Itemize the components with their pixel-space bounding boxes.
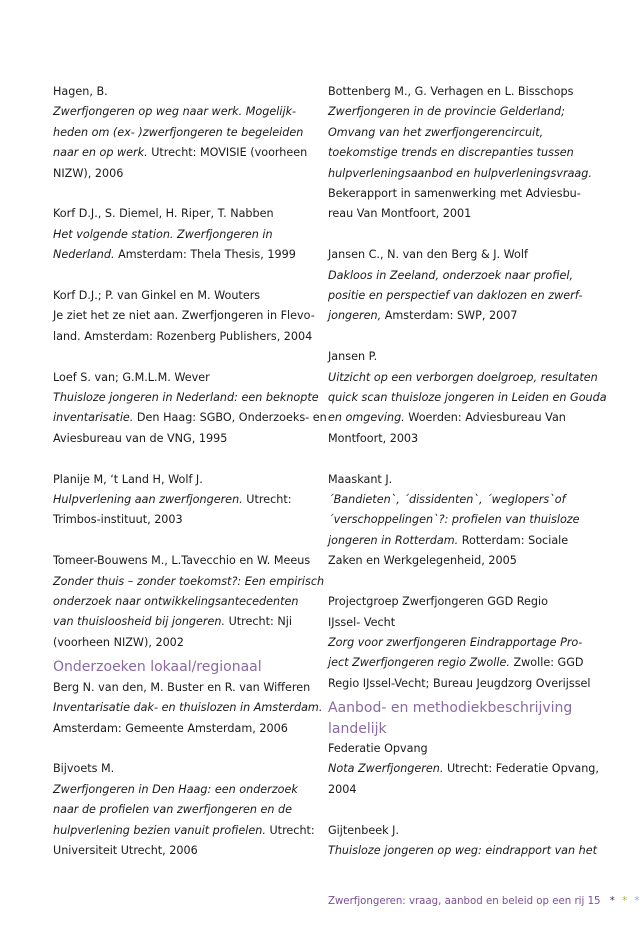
reference-publisher-text: Universiteit Utrecht, 2006 xyxy=(53,843,198,857)
reference-publisher-text: Zaken en Werkgelegenheid, 2005 xyxy=(328,554,517,568)
reference-line xyxy=(53,327,315,347)
reference-author: Berg N. van den, M. Buster en R. van Wifferen xyxy=(53,680,311,694)
reference-line xyxy=(328,841,596,861)
reference-line xyxy=(328,368,596,388)
reference-line xyxy=(53,490,315,510)
reference-publisher-text: Amsterdam: Thela Thesis, 1999 xyxy=(114,248,296,262)
reference-publisher-text: Den Haag: SGBO, Onderzoeks- en xyxy=(133,411,327,425)
reference-entry xyxy=(53,678,323,739)
reference-title-text: Zorg voor zwerfjongeren Eindrapportage Pro- xyxy=(328,635,583,649)
reference-publisher-text: Amsterdam: SWP, 2007 xyxy=(381,309,518,323)
star-icon: * xyxy=(609,896,617,907)
reference-publisher-text: Je ziet het ze niet aan. Zwerfjongeren in Flevo- xyxy=(53,309,315,323)
reference-title-text: Zwerfjongeren in Den Haag: een onderzoek xyxy=(53,782,298,796)
footer-title: Zwerfjongeren: vraag, aanbod en beleid op een rij xyxy=(328,896,585,907)
section-heading-line: Aanbod- en methodiekbeschrijving xyxy=(328,700,573,717)
footer-stars xyxy=(610,896,642,907)
reference-title-text: Inventarisatie dak- en thuislozen in Amsterdam. xyxy=(53,701,323,715)
reference-line xyxy=(53,592,315,612)
reference-line xyxy=(328,551,596,571)
reference-author: Projectgroep Zwerfjongeren GGD Regio xyxy=(328,595,548,609)
reference-line xyxy=(328,780,596,800)
right-column xyxy=(328,82,607,861)
reference-publisher-text: Amsterdam: Gemeente Amsterdam, 2006 xyxy=(53,721,288,735)
reference-publisher-text: Bekerapport in samenwerking met Adviesbu- xyxy=(328,187,581,201)
reference-title-text: Het volgende station. Zwerfjongeren in xyxy=(53,227,273,241)
section-heading-line: Onderzoeken lokaal/regionaal xyxy=(53,659,262,676)
reference-author: Korf D.J.; P. van Ginkel en M. Wouters xyxy=(53,289,261,303)
reference-line xyxy=(328,653,596,673)
reference-title-text: Thuisloze jongeren op weg: eindrapport van het xyxy=(328,843,598,857)
reference-line xyxy=(328,388,607,408)
reference-line xyxy=(53,429,315,449)
reference-entry xyxy=(328,82,596,225)
star-icon: * xyxy=(622,896,630,907)
reference-title-text: onderzoek naar ontwikkelingsantecedenten xyxy=(53,595,299,609)
reference-title-text: hulpverleningsaanbod en hulpverleningsvraag. xyxy=(328,166,592,180)
reference-publisher-text: Utrecht: xyxy=(265,823,315,837)
reference-title-text: quick scan thuisloze jongeren in Leiden en Gouda xyxy=(328,391,607,405)
reference-author: Planije M, ‘t Land H, Wolf J. xyxy=(53,472,203,486)
reference-publisher-text: Utrecht: Federatie Opvang, xyxy=(443,762,599,776)
reference-title-text: toekomstige trends en discrepanties tussen xyxy=(328,146,574,160)
reference-publisher-text: IJssel- Vecht xyxy=(328,615,396,629)
reference-title-text: ject Zwerfjongeren regio Zwolle. xyxy=(328,656,510,670)
reference-author: Gijtenbeek J. xyxy=(328,823,400,837)
reference-line xyxy=(328,143,596,163)
reference-title-text: Thuisloze jongeren in Nederland: een beknopte xyxy=(53,391,319,405)
reference-line xyxy=(53,388,319,408)
reference-title-text: en omgeving. xyxy=(328,411,405,425)
reference-title-text: Zonder thuis – zonder toekomst?: Een empirisch xyxy=(53,574,325,588)
reference-line xyxy=(53,841,315,861)
reference-line xyxy=(53,780,315,800)
page-footer xyxy=(328,896,642,907)
reference-entry xyxy=(53,551,325,653)
reference-entry xyxy=(328,245,596,327)
reference-line xyxy=(328,674,596,694)
reference-author: Bijvoets M. xyxy=(53,762,115,776)
reference-line xyxy=(328,184,596,204)
reference-line xyxy=(53,821,315,841)
reference-author: Loef S. van; G.M.L.M. Wever xyxy=(53,370,210,384)
reference-line xyxy=(53,612,315,632)
section-heading xyxy=(328,698,596,739)
reference-entry xyxy=(328,739,599,800)
reference-author: Tomeer-Bouwens M., L.Tavecchio en W. Meeus xyxy=(53,554,311,568)
reference-line xyxy=(53,102,315,122)
reference-line xyxy=(53,719,315,739)
reference-line xyxy=(328,490,596,510)
reference-entry xyxy=(328,821,596,862)
reference-publisher-text: (voorheen NIZW), 2002 xyxy=(53,635,184,649)
reference-title-text: hulpverlening bezien vanuit profielen. xyxy=(53,823,266,837)
page-number: 15 xyxy=(587,896,601,907)
reference-line xyxy=(53,698,323,718)
reference-line xyxy=(53,143,315,163)
reference-author: Jansen C., N. van den Berg & J. Wolf xyxy=(328,248,528,262)
reference-title-text: Hulpverlening aan zwerfjongeren. xyxy=(53,493,243,507)
reference-title-text: naar de profielen van zwerfjongeren en de xyxy=(53,803,293,817)
reference-line xyxy=(53,408,327,428)
reference-line xyxy=(328,102,596,122)
reference-title-text: Zwerfjongeren in de provincie Gelderland; xyxy=(328,105,565,119)
reference-publisher-text: Rotterdam: Sociale xyxy=(458,533,569,547)
reference-line xyxy=(328,613,596,633)
reference-publisher-text: land. Amsterdam: Rozenberg Publishers, 2004 xyxy=(53,329,313,343)
reference-publisher-text: Aviesbureau van de VNG, 1995 xyxy=(53,431,228,445)
reference-author: Bottenberg M., G. Verhagen en L. Bisschops xyxy=(328,85,574,98)
reference-publisher-text: Regio IJssel-Vecht; Bureau Jeugdzorg Overijssel xyxy=(328,676,591,690)
reference-line xyxy=(53,633,315,653)
reference-title-text: naar en op werk. xyxy=(53,146,148,160)
reference-title-text: Nota Zwerfjongeren. xyxy=(328,762,444,776)
reference-line xyxy=(328,633,596,653)
reference-line xyxy=(53,306,315,326)
reference-author: Korf D.J., S. Diemel, H. Riper, T. Nabben xyxy=(53,207,274,221)
reference-line xyxy=(328,510,596,530)
reference-entry xyxy=(53,204,315,265)
reference-line xyxy=(53,800,315,820)
star-icon: * xyxy=(634,896,642,907)
reference-author: Jansen P. xyxy=(328,350,378,364)
reference-publisher-text: reau Van Montfoort, 2001 xyxy=(328,207,472,221)
left-column xyxy=(53,82,327,861)
reference-line xyxy=(328,266,596,286)
reference-title-text: ´verschoppelingen`?: profielen van thuisloze xyxy=(328,513,580,527)
reference-line xyxy=(53,164,315,184)
reference-line xyxy=(53,123,315,143)
reference-line xyxy=(328,306,596,326)
reference-publisher-text: Woerden: Adviesbureau Van xyxy=(404,411,566,425)
reference-author: Federatie Opvang xyxy=(328,741,428,755)
reference-entry xyxy=(328,347,607,449)
reference-entry xyxy=(53,368,327,450)
reference-publisher-text: 2004 xyxy=(328,782,357,796)
reference-line xyxy=(328,164,596,184)
reference-title-text: Omvang van het zwerfjongerencircuit, xyxy=(328,125,544,139)
reference-entry xyxy=(53,82,315,184)
reference-line xyxy=(53,510,315,530)
reference-publisher-text: Montfoort, 2003 xyxy=(328,431,419,445)
reference-line xyxy=(53,572,325,592)
reference-title-text: Zwerfjongeren op weg naar werk. Mogelijk- xyxy=(53,105,297,119)
reference-publisher-text: NIZW), 2006 xyxy=(53,166,124,180)
reference-title-text: positie en perspectief van daklozen en zwerf- xyxy=(328,289,583,303)
reference-title-text: jongeren in Rotterdam. xyxy=(328,533,459,547)
section-heading-line: landelijk xyxy=(328,720,387,737)
reference-author: Hagen, B. xyxy=(53,85,108,98)
reference-title-text: van thuisloosheid bij jongeren. xyxy=(53,615,226,629)
reference-publisher-text: Zwolle: GGD xyxy=(509,656,584,670)
reference-line xyxy=(328,204,596,224)
reference-title-text: Nederland. xyxy=(53,248,115,262)
reference-entry xyxy=(53,286,315,347)
reference-line xyxy=(53,245,315,265)
reference-entry xyxy=(53,759,315,861)
reference-line xyxy=(328,759,599,779)
reference-publisher-text: Trimbos-instituut, 2003 xyxy=(53,513,183,527)
reference-publisher-text: Utrecht: MOVISIE (voorheen xyxy=(147,146,308,160)
reference-line xyxy=(328,408,596,428)
reference-title-text: Uitzicht op een verborgen doelgroep, resultaten xyxy=(328,370,598,384)
reference-title-text: heden om (ex- )zwerfjongeren te begeleiden xyxy=(53,125,304,139)
reference-entry xyxy=(328,470,596,572)
reference-line xyxy=(328,286,596,306)
reference-line xyxy=(328,531,596,551)
reference-title-text: inventarisatie. xyxy=(53,411,134,425)
reference-entry xyxy=(53,470,315,531)
reference-author: Maaskant J. xyxy=(328,472,393,486)
reference-publisher-text: Utrecht: Nji xyxy=(225,615,292,629)
reference-line xyxy=(53,225,315,245)
reference-title-text: ´Bandieten`, ´dissidenten`, ´weglopers`of xyxy=(328,493,566,507)
reference-line xyxy=(328,123,596,143)
section-heading xyxy=(53,657,315,677)
reference-title-text: jongeren, xyxy=(328,309,382,323)
reference-entry xyxy=(328,592,596,694)
reference-publisher-text: Utrecht: xyxy=(242,493,292,507)
reference-line xyxy=(328,429,596,449)
reference-title-text: Dakloos in Zeeland, onderzoek naar profiel, xyxy=(328,268,574,282)
